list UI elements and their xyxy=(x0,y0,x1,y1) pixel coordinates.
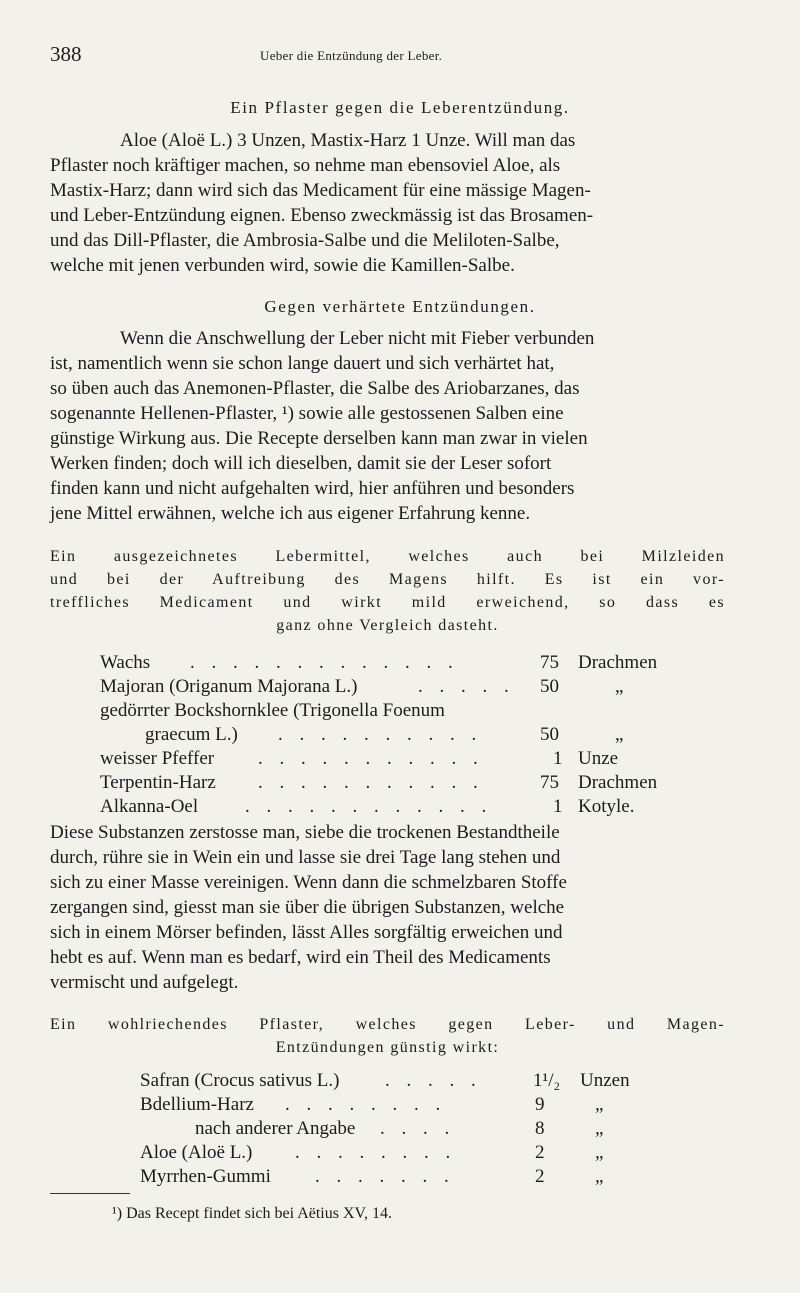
ingredient-name: Myrrhen-Gummi xyxy=(140,1166,271,1187)
leader-dots: . . . . . . . . . . xyxy=(278,724,483,745)
recipe-row xyxy=(140,1165,740,1189)
text-line: Aloe (Aloë L.) 3 Unzen, Mastix-Harz 1 Unze. Will man das xyxy=(120,130,576,151)
text-line: Mastix-Harz; dann wird sich das Medicament für eine mässige Magen- xyxy=(50,180,591,201)
recipe-row xyxy=(100,723,740,747)
text-line: sich in einem Mörser befinden, lässt Alles sorgfältig erweichen und xyxy=(50,922,563,943)
leader-dots: . . . . . . . . . . . . xyxy=(245,796,493,817)
ingredient-quantity: 1 xyxy=(553,748,563,769)
leader-dots: . . . . . . . . xyxy=(285,1094,447,1115)
text-line: Entzündungen günstig wirkt: xyxy=(275,1039,500,1056)
ingredient-unit: „ xyxy=(595,1094,604,1115)
text-line: finden kann und nicht aufgehalten wird, hier anführen und besonders xyxy=(50,478,575,499)
leader-dots: . . . . . . . . . . . . . xyxy=(190,652,459,673)
footnote-text: Das Recept findet sich bei Aëtius XV, 14. xyxy=(126,1205,393,1222)
ingredient-unit: Kotyle. xyxy=(578,796,635,817)
recipe-list-fragrant-plaster xyxy=(140,1069,740,1189)
text-line: ganz ohne Vergleich dasteht. xyxy=(276,617,499,634)
leader-dots: . . . . . xyxy=(385,1070,482,1091)
ingredient-quantity: 75 xyxy=(540,652,559,673)
ingredient-unit: „ xyxy=(595,1166,604,1187)
ingredient-unit: Unzen xyxy=(580,1070,630,1091)
recipe-row xyxy=(140,1117,740,1141)
text-line: welche mit jenen verbunden wird, sowie die Kamillen-Salbe. xyxy=(50,255,515,276)
ingredient-unit: Drachmen xyxy=(578,652,658,673)
text-line: und das Dill-Pflaster, die Ambrosia-Salbe und die Meliloten-Salbe, xyxy=(50,230,560,251)
page-number: 388 xyxy=(50,42,82,66)
recipe-row xyxy=(140,1069,740,1093)
ingredient-unit: „ xyxy=(615,676,624,697)
ingredient-name: gedörrter Bockshornklee (Trigonella Foenum xyxy=(100,700,445,721)
footnote xyxy=(112,1205,392,1223)
section-title-hardened: Gegen verhärtete Entzündungen. xyxy=(264,297,536,316)
footnote-marker: ¹) xyxy=(112,1205,123,1222)
text-line: hebt es auf. Wenn man es bedarf, wird ein Theil des Medicaments xyxy=(50,947,551,968)
text-line: günstige Wirkung aus. Die Recepte derselben kann man zwar in vielen xyxy=(50,428,588,449)
page-header xyxy=(50,42,750,72)
recipe-row xyxy=(100,675,740,699)
recipe-intro-fragrant-plaster xyxy=(50,1013,725,1059)
recipe-list-liver-remedy xyxy=(100,651,740,819)
ingredient-unit: „ xyxy=(595,1118,604,1139)
text-line: durch, rühre sie in Wein ein und lasse sie drei Tage lang stehen und xyxy=(50,847,561,868)
recipe-row xyxy=(100,651,740,675)
text-line: vermischt und aufgelegt. xyxy=(50,972,239,993)
recipe-row xyxy=(100,699,740,723)
paragraph-plaster xyxy=(50,128,725,278)
recipe-row xyxy=(140,1093,740,1117)
ingredient-unit: „ xyxy=(595,1142,604,1163)
leader-dots: . . . . . . . . . . . xyxy=(258,772,484,793)
ingredient-name: weisser Pfeffer xyxy=(100,748,215,769)
text-line: und bei der Auftreibung des Magens hilft. Es ist ein vor- xyxy=(50,571,725,588)
text-line: zergangen sind, giesst man sie über die übrigen Substanzen, welche xyxy=(50,897,565,918)
text-line: und Leber-Entzündung eignen. Ebenso zweckmässig ist das Brosamen- xyxy=(50,205,594,226)
ingredient-quantity: 75 xyxy=(540,772,559,793)
leader-dots: . . . . . xyxy=(418,676,515,697)
text-line: jene Mittel erwähnen, welche ich aus eigener Erfahrung kenne. xyxy=(50,503,531,524)
recipe-row xyxy=(100,747,740,771)
ingredient-unit: „ xyxy=(615,724,624,745)
paragraph-hardened xyxy=(50,326,725,526)
ingredient-quantity: 2 xyxy=(535,1166,545,1187)
leader-dots: . . . . . . . xyxy=(315,1166,455,1187)
footnote-rule xyxy=(50,1193,130,1194)
ingredient-unit: Drachmen xyxy=(578,772,658,793)
ingredient-quantity: 1 xyxy=(553,796,563,817)
ingredient-name: Aloe (Aloë L.) xyxy=(140,1142,253,1163)
text-line: Ein ausgezeichnetes Lebermittel, welches auch bei Milzleiden xyxy=(50,548,725,565)
running-title: Ueber die Entzündung der Leber. xyxy=(260,48,443,63)
text-line: ist, namentlich wenn sie schon lange dauert und sich verhärtet hat, xyxy=(50,353,555,374)
recipe-row xyxy=(100,795,740,819)
recipe-row xyxy=(140,1141,740,1165)
ingredient-name: Terpentin-Harz xyxy=(100,772,216,793)
ingredient-name: nach anderer Angabe xyxy=(195,1118,356,1139)
recipe-row xyxy=(100,771,740,795)
leader-dots: . . . . . . . . . . . xyxy=(258,748,484,769)
ingredient-name: graecum L.) xyxy=(145,724,238,745)
leader-dots: . . . . xyxy=(380,1118,456,1139)
text-line: Pflaster noch kräftiger machen, so nehme man ebensoviel Aloe, als xyxy=(50,155,561,176)
text-line: Ein wohlriechendes Pflaster, welches gegen Leber- und Magen- xyxy=(50,1016,725,1033)
ingredient-name: Safran (Crocus sativus L.) xyxy=(140,1070,340,1091)
ingredient-quantity: 1¹/₂ xyxy=(533,1070,561,1091)
text-line: Diese Substanzen zerstosse man, siebe die trockenen Bestandtheile xyxy=(50,822,560,843)
ingredient-quantity: 2 xyxy=(535,1142,545,1163)
ingredient-name: Alkanna-Oel xyxy=(100,796,199,817)
text-line: Werken finden; doch will ich dieselben, damit sie der Leser sofort xyxy=(50,453,552,474)
text-line: sich zu einer Masse vereinigen. Wenn dann die schmelzbaren Stoffe xyxy=(50,872,567,893)
ingredient-name: Majoran (Origanum Majorana L.) xyxy=(100,676,358,697)
leader-dots: . . . . . . . . xyxy=(295,1142,457,1163)
ingredient-quantity: 50 xyxy=(540,724,559,745)
text-line: so üben auch das Anemonen-Pflaster, die Salbe des Ariobarzanes, das xyxy=(50,378,580,399)
text-line: sogenannte Hellenen-Pflaster, ¹) sowie alle gestossenen Salben eine xyxy=(50,403,564,424)
text-line: treffliches Medicament und wirkt mild erweichend, so dass es xyxy=(50,594,725,611)
ingredient-quantity: 9 xyxy=(535,1094,545,1115)
ingredient-name: Bdellium-Harz xyxy=(140,1094,254,1115)
paragraph-preparation xyxy=(50,820,725,995)
section-title-plaster: Ein Pflaster gegen die Leberentzündung. xyxy=(230,98,570,117)
ingredient-name: Wachs xyxy=(100,652,151,673)
ingredient-quantity: 8 xyxy=(535,1118,545,1139)
ingredient-unit: Unze xyxy=(578,748,619,769)
text-line: Wenn die Anschwellung der Leber nicht mit Fieber verbunden xyxy=(120,328,595,349)
ingredient-quantity: 50 xyxy=(540,676,559,697)
recipe-intro-liver-remedy xyxy=(50,545,725,637)
